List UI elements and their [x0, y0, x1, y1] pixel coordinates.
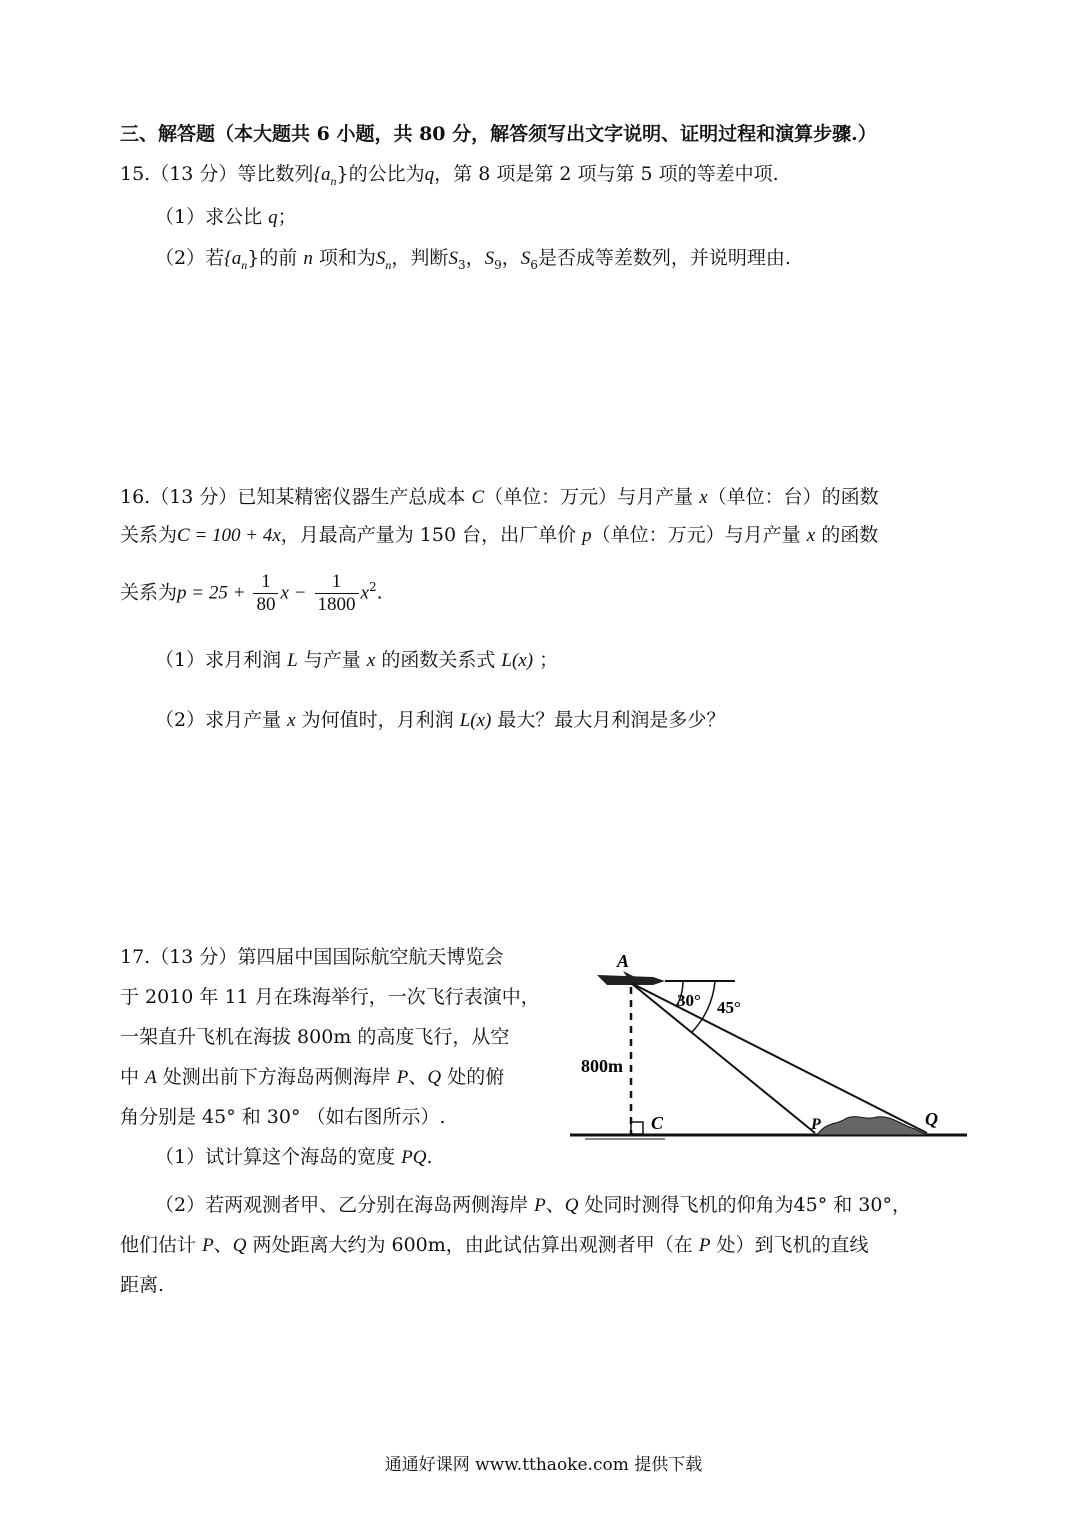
q17-part2-line1: （2）若两观测者甲、乙分别在海岛两侧海岸 P、Q 处同时测得飞机的仰角为45° 和 30°，: [155, 1194, 911, 1216]
q16-line3: 关系为p = 25 + $\frac{1}{80}$ x − $\frac{1}{1800}$ $x^2$.: [120, 570, 383, 615]
q16-line2: 关系为C = 100 + 4x，月最高产量为 150 台，出厂单价 p（单位：万元）与月产量 x 的函数: [120, 524, 879, 546]
island-shape: [817, 1117, 927, 1135]
q17-line5: 角分别是 45° 和 30° （如右图所示）.: [120, 1106, 446, 1128]
fraction-1-1800: $\frac{1}{1800}$: [315, 571, 359, 616]
airplane-icon: [597, 971, 665, 985]
q17-line4: 中 A 处测出前下方海岛两侧海岸 P、Q 处的俯: [120, 1066, 505, 1088]
q16-part1: （1）求月利润 L 与产量 x 的函数关系式 L(x) ；: [155, 649, 559, 671]
label-Q: Q: [925, 1109, 938, 1129]
q15-stem: 15.（13 分）等比数列$\{a_n\}$的公比为q，第 8 项是第 2 项与第 5 项的等差中项.: [120, 163, 779, 188]
label-angle-30: 30°: [677, 991, 701, 1010]
footer-credit: 通通好课网 www.tthaoke.com 提供下载: [384, 1455, 703, 1475]
label-height: 800m: [581, 1056, 623, 1076]
q17-part2-line2: 他们估计 P、Q 两处距离大约为 600m，由此试估算出观测者甲（在 P 处）到飞机的直线: [120, 1234, 869, 1256]
label-angle-45: 45°: [717, 998, 741, 1017]
section-title: 三、解答题（本大题共 6 小题，共 80 分，解答须写出文字说明、证明过程和演算步骤.）: [120, 123, 877, 145]
q17-line1: 17.（13 分）第四届中国国际航空航天博览会: [120, 946, 504, 968]
q16-line1: 16.（13 分）已知某精密仪器生产总成本 C（单位：万元）与月产量 x（单位：台）的函数: [120, 486, 879, 508]
q17-part1: （1）试计算这个海岛的宽度 PQ.: [155, 1146, 433, 1168]
q15-part2: （2）若$\{a_n\}$的前 n 项和为$S_n$，判断$S_3$，$S_9$，$S_6$是否成等差数列，并说明理由.: [155, 247, 791, 272]
label-A: A: [617, 951, 630, 971]
q17-part2-line3: 距离.: [120, 1274, 165, 1296]
q15-part1: （1）求公比 q；: [155, 206, 297, 228]
island-angle-diagram: [565, 945, 975, 1155]
label-P: P: [811, 1116, 821, 1133]
q17-line2: 于 2010 年 11 月在珠海举行，一次飞行表演中，: [120, 986, 540, 1008]
q17-line3: 一架直升飞机在海拔 800m 的高度飞行，从空: [120, 1026, 510, 1048]
q16-part2: （2）求月产量 x 为何值时，月利润 L(x) 最大？最大月利润是多少？: [155, 709, 726, 731]
sight-line-to-Q: [631, 983, 927, 1133]
label-C: C: [651, 1113, 664, 1133]
fraction-1-80: $\frac{1}{80}$: [253, 571, 278, 616]
right-angle-mark: [631, 1122, 643, 1134]
